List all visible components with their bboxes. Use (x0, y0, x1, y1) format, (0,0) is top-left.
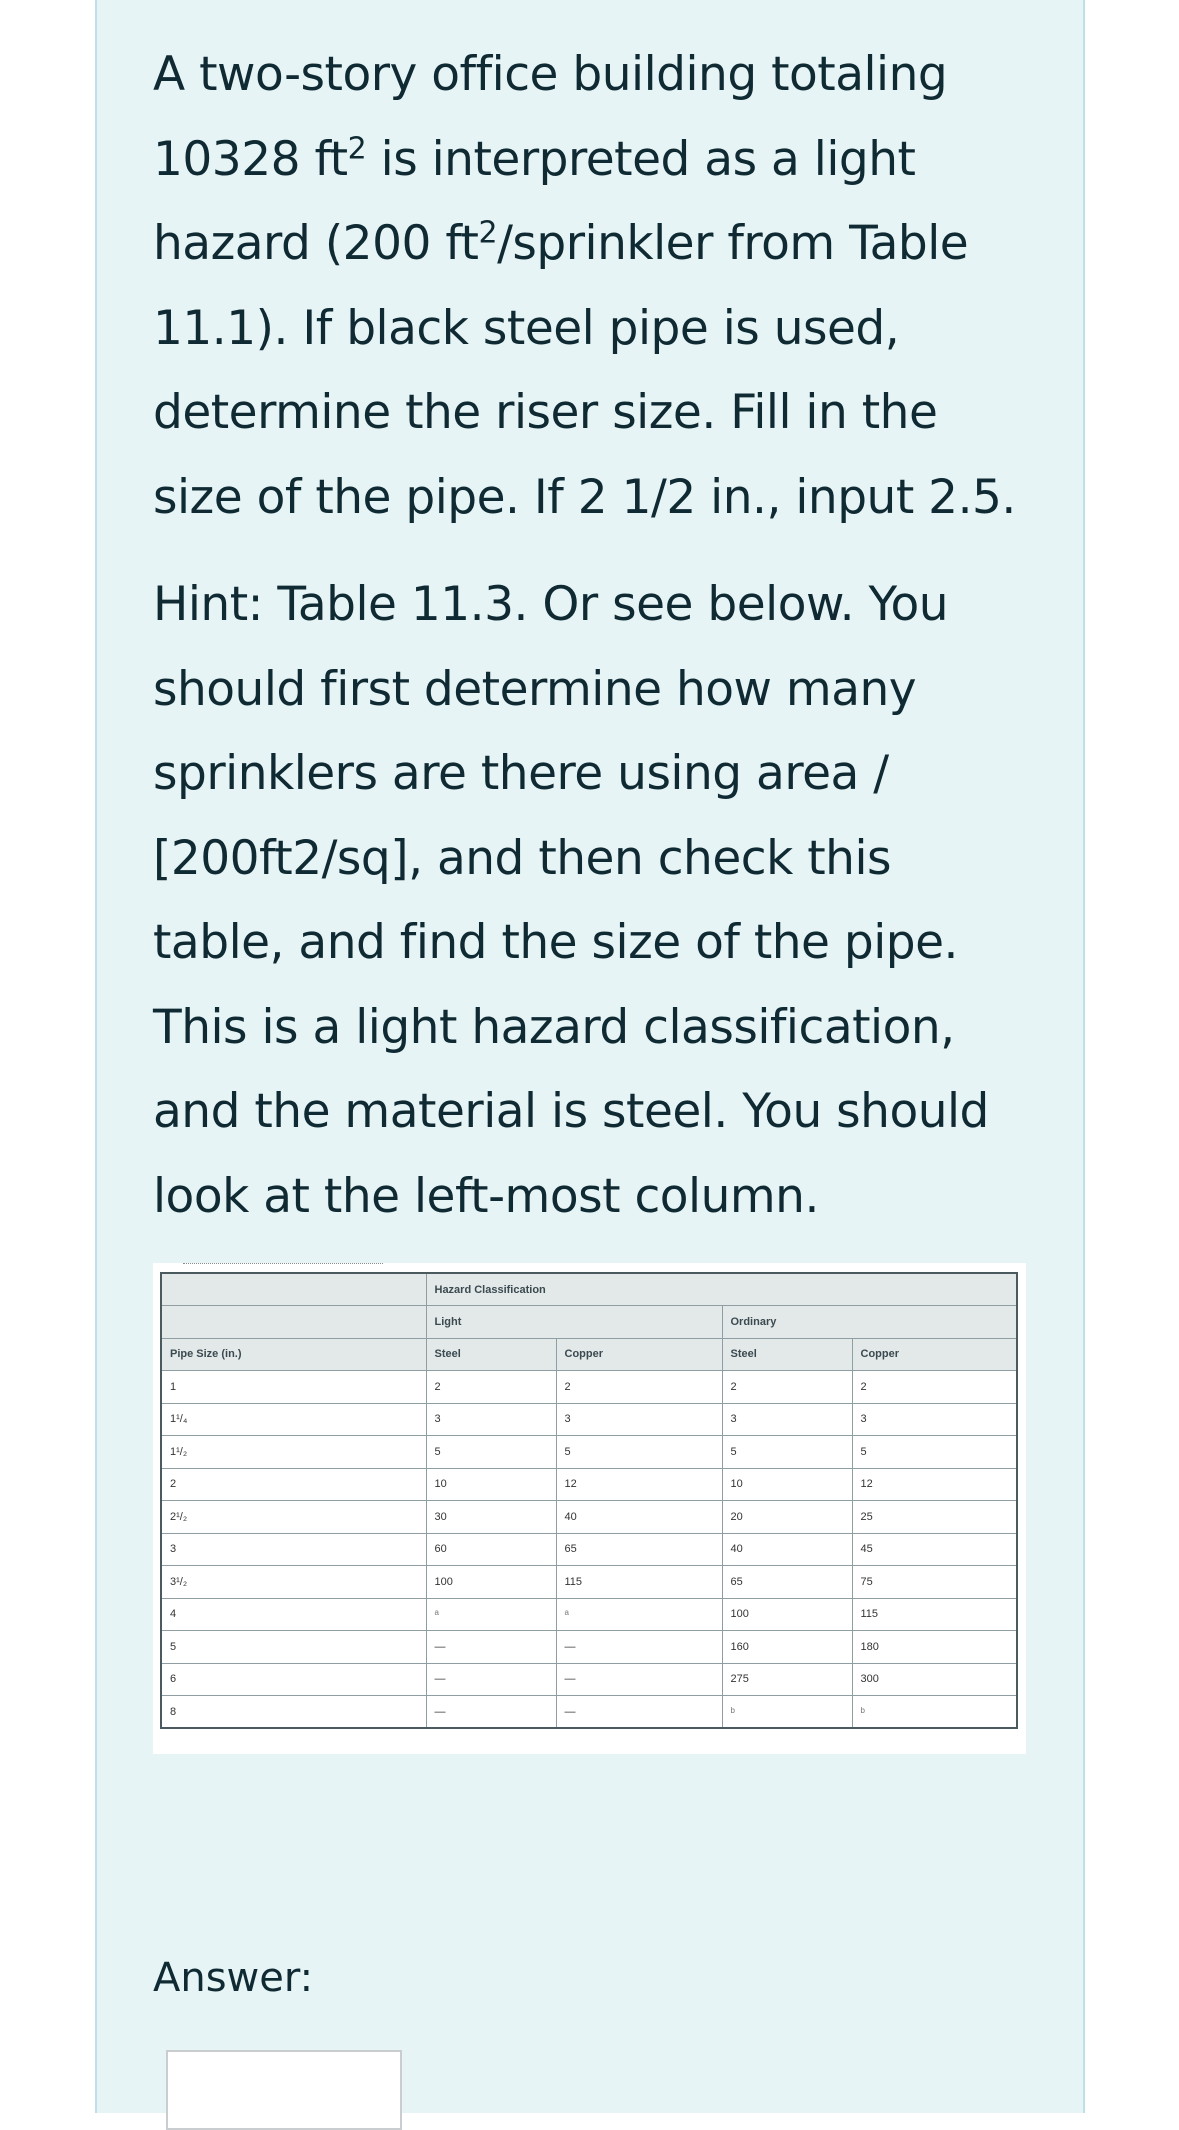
table-header-row-hazard (161, 1273, 1017, 1306)
table-cell-light-copper: 3 (556, 1403, 722, 1436)
table-cell-size: 1¹/₂ (161, 1436, 426, 1469)
table-row (161, 1371, 1017, 1404)
hint-line: and the material is steel. You should (153, 1084, 989, 1139)
table-cell-size: 3 (161, 1533, 426, 1566)
table-row (161, 1403, 1017, 1436)
table-cell-ord-copper: 115 (852, 1598, 1017, 1631)
question-text (153, 33, 1053, 540)
table-row (161, 1501, 1017, 1534)
table-cell-size: 8 (161, 1696, 426, 1729)
table-header-row-material (161, 1338, 1017, 1371)
table-header-steel: Steel (722, 1338, 852, 1371)
pipe-size-table (160, 1272, 1018, 1729)
table-cell-size: 5 (161, 1631, 426, 1664)
table-header-light: Light (426, 1306, 722, 1339)
table-header-blank (161, 1306, 426, 1339)
question-line-3-sup: 2 (478, 215, 498, 251)
table-cell-ord-copper: 12 (852, 1468, 1017, 1501)
table-cell-ord-steel: 3 (722, 1403, 852, 1436)
question-line-1: A two-story office building totaling (153, 47, 948, 102)
table-cell-size: 6 (161, 1663, 426, 1696)
table-cell-light-copper: 12 (556, 1468, 722, 1501)
table-cell-light-steel: 100 (426, 1566, 556, 1599)
table-cell-light-copper: a (556, 1598, 722, 1631)
table-cell-size: 3¹/₂ (161, 1566, 426, 1599)
table-cell-light-steel: a (426, 1598, 556, 1631)
table-cell-size: 2 (161, 1468, 426, 1501)
table-header-pipe-size: Pipe Size (in.) (161, 1338, 426, 1371)
table-cell-light-copper: 2 (556, 1371, 722, 1404)
table-cell-light-copper: 40 (556, 1501, 722, 1534)
table-cell-ord-copper: 3 (852, 1403, 1017, 1436)
question-line-3-post: /sprinkler from Table (497, 216, 969, 271)
hint-line: Hint: Table 11.3. Or see below. You (153, 577, 948, 632)
table-cell-ord-steel: 275 (722, 1663, 852, 1696)
table-cell-light-copper: 5 (556, 1436, 722, 1469)
hint-line: look at the left-most column. (153, 1168, 819, 1224)
table-cell-ord-copper: 2 (852, 1371, 1017, 1404)
table-cell-light-steel: 2 (426, 1371, 556, 1404)
hint-line: [200ft2/sq], and then check this (153, 830, 891, 886)
table-cell-light-copper: — (556, 1631, 722, 1664)
table-cell-light-steel: — (426, 1631, 556, 1664)
answer-label: Answer: (153, 1955, 314, 2001)
table-header-hazard: Hazard Classification (426, 1273, 1017, 1306)
cropped-caption-marks (183, 1263, 383, 1270)
table-cell-ord-steel: 65 (722, 1566, 852, 1599)
table-row (161, 1436, 1017, 1469)
table-cell-ord-copper: 180 (852, 1631, 1017, 1664)
table-cell-ord-copper: 300 (852, 1663, 1017, 1696)
question-line-2-pre: 10328 ft (153, 131, 348, 187)
table-cell-ord-steel: 160 (722, 1631, 852, 1664)
question-line-5: determine the riser size. Fill in the (153, 385, 938, 440)
table-body (161, 1371, 1017, 1729)
question-panel (95, 0, 1085, 2113)
table-cell-ord-steel: 100 (722, 1598, 852, 1631)
table-cell-ord-copper: 45 (852, 1533, 1017, 1566)
table-header-blank (161, 1273, 426, 1306)
table-cell-ord-steel: 2 (722, 1371, 852, 1404)
question-line-4: 11.1). If black steel pipe is used, (153, 300, 900, 356)
table-header-ordinary: Ordinary (722, 1306, 1017, 1339)
table-cell-light-steel: 3 (426, 1403, 556, 1436)
table-cell-size: 4 (161, 1598, 426, 1631)
table-cell-light-copper: — (556, 1663, 722, 1696)
table-row (161, 1533, 1017, 1566)
table-cell-light-copper: 65 (556, 1533, 722, 1566)
table-cell-ord-copper: 25 (852, 1501, 1017, 1534)
table-cell-light-steel: — (426, 1696, 556, 1729)
table-cell-light-steel: 60 (426, 1533, 556, 1566)
table-header-row-class (161, 1306, 1017, 1339)
table-cell-ord-copper: 5 (852, 1436, 1017, 1469)
question-line-3-pre: hazard (200 ft (153, 216, 479, 271)
answer-input[interactable] (166, 2050, 402, 2130)
hint-line: table, and find the size of the pipe. (153, 915, 958, 970)
hint-text (153, 563, 1053, 1239)
table-row (161, 1598, 1017, 1631)
table-row (161, 1663, 1017, 1696)
table-cell-ord-steel: 20 (722, 1501, 852, 1534)
table-cell-light-copper: — (556, 1696, 722, 1729)
hint-line: should first determine how many (153, 661, 917, 717)
table-row (161, 1696, 1017, 1729)
table-cell-light-steel: 30 (426, 1501, 556, 1534)
table-cell-size: 1¹/₄ (161, 1403, 426, 1436)
table-cell-ord-steel: 40 (722, 1533, 852, 1566)
question-line-2-post: is interpreted as a light (366, 131, 916, 187)
question-line-2-sup: 2 (347, 130, 367, 166)
table-cell-light-steel: 5 (426, 1436, 556, 1469)
table-cell-light-steel: 10 (426, 1468, 556, 1501)
table-row (161, 1566, 1017, 1599)
table-header-copper: Copper (852, 1338, 1017, 1371)
table-cell-ord-steel: 10 (722, 1468, 852, 1501)
table-cell-ord-steel: 5 (722, 1436, 852, 1469)
hint-line: sprinklers are there using area / (153, 746, 889, 801)
table-cell-light-copper: 115 (556, 1566, 722, 1599)
table-row (161, 1468, 1017, 1501)
table-header-copper: Copper (556, 1338, 722, 1371)
table-cell-size: 2¹/₂ (161, 1501, 426, 1534)
table-cell-ord-steel: b (722, 1696, 852, 1729)
table-header-steel: Steel (426, 1338, 556, 1371)
table-row (161, 1631, 1017, 1664)
hint-line: This is a light hazard classification, (153, 999, 955, 1055)
pipe-size-table-image (153, 1263, 1026, 1754)
table-cell-size: 1 (161, 1371, 426, 1404)
table-cell-ord-copper: b (852, 1696, 1017, 1729)
question-line-6: size of the pipe. If 2 1/2 in., input 2.5. (153, 469, 1016, 525)
table-cell-light-steel: — (426, 1663, 556, 1696)
table-cell-ord-copper: 75 (852, 1566, 1017, 1599)
